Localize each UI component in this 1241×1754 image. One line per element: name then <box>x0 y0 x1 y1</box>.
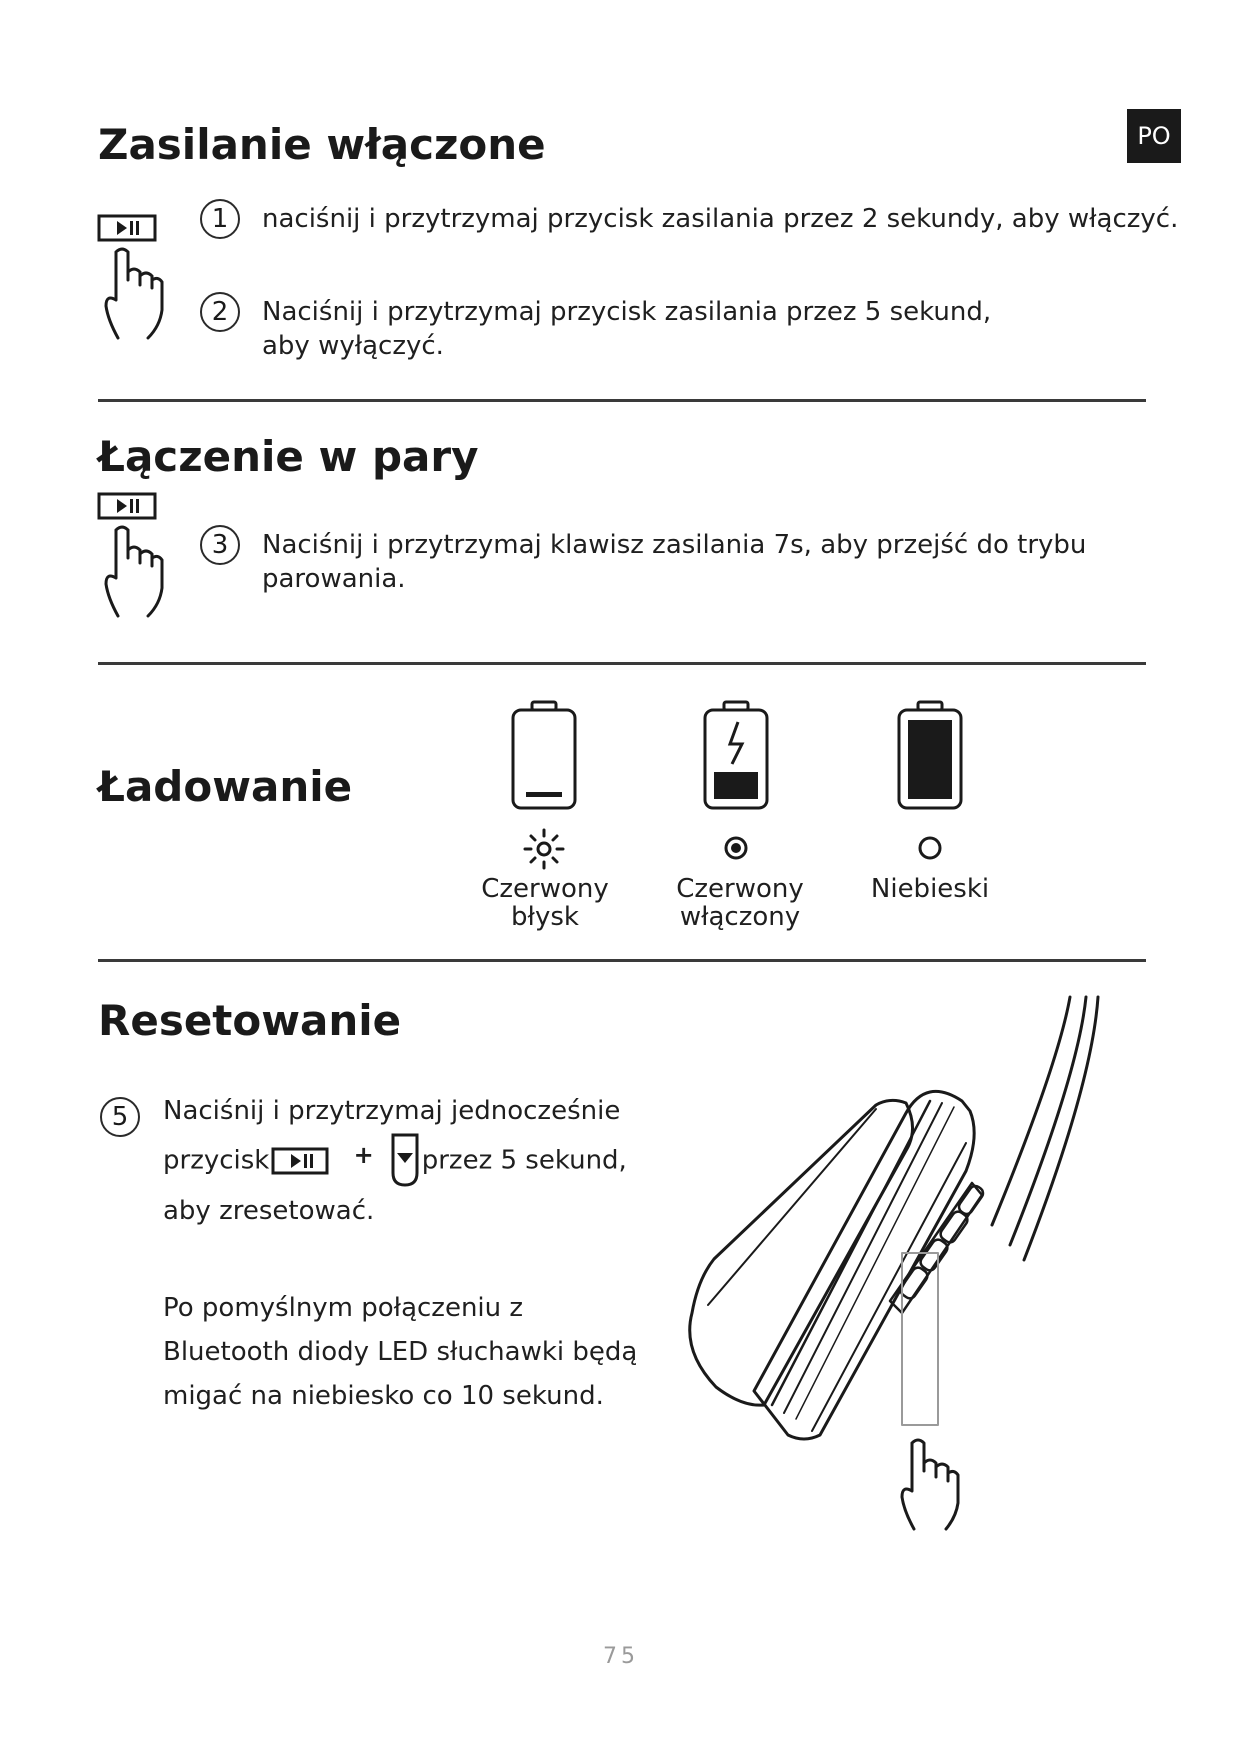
bluetooth-note: Po pomyślnym połączeniu z Bluetooth diody LED słuchawki będą migać na niebiesko co 10 sekund. <box>163 1293 638 1411</box>
volume-down-button-icon <box>388 1129 422 1189</box>
charging-state-label: Czerwony włączony <box>676 874 804 932</box>
charging-state-label: Czerwony błysk <box>481 874 609 932</box>
step-3-text: Naciśnij i przytrzymaj klawisz zasilania 7s, aby przejść do trybu parowania. <box>262 530 1087 594</box>
play-pause-button-icon <box>269 1145 331 1177</box>
step-number-3: 3 <box>200 525 240 565</box>
battery-charging-icon <box>702 700 770 812</box>
led-flash-icon <box>521 826 567 872</box>
battery-full-icon <box>896 700 964 812</box>
step-2-text: Naciśnij i przytrzymaj przycisk zasilania przez 5 sekund, aby wyłączyć. <box>262 297 992 361</box>
section-title-pairing: Łączenie w pary <box>98 432 479 481</box>
page-number: 75 <box>603 1644 639 1669</box>
plus-sign: + <box>353 1140 374 1169</box>
power-button-hand-icon <box>96 210 176 350</box>
reset-line-2: przycisk + przez 5 sekund, <box>163 1133 683 1189</box>
step-1-text: naciśnij i przytrzymaj przycisk zasilania przez 2 sekundy, aby włączyć. <box>262 204 1179 234</box>
pairing-button-hand-icon <box>96 488 176 628</box>
reset-instructions <box>163 1089 683 1233</box>
step-number-2: 2 <box>200 292 240 332</box>
reset-line-1: Naciśnij i przytrzymaj jednocześnie <box>163 1096 621 1126</box>
led-on-icon <box>723 835 749 861</box>
charging-state-label: Niebieski <box>870 874 990 904</box>
section-title-charging: Ładowanie <box>98 762 353 811</box>
section-title-reset: Resetowanie <box>98 996 402 1045</box>
language-badge: PO <box>1127 109 1181 163</box>
section-title-power: Zasilanie włączone <box>98 120 546 169</box>
section-divider <box>98 662 1146 665</box>
step-number-1: 1 <box>200 199 240 239</box>
step-number-5: 5 <box>100 1097 140 1137</box>
battery-low-icon <box>510 700 578 812</box>
led-off-icon <box>917 835 943 861</box>
section-divider <box>98 959 1146 962</box>
section-divider <box>98 399 1146 402</box>
reset-line-3: aby zresetować. <box>163 1196 375 1226</box>
headphone-earcup-illustration <box>680 995 1120 1540</box>
